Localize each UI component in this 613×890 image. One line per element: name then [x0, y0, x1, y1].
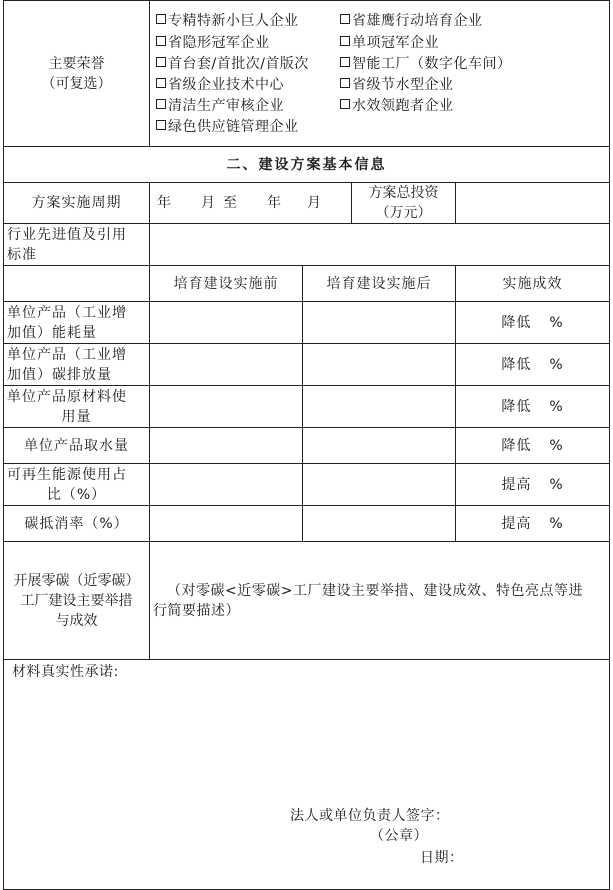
promise-cell[interactable] [4, 660, 610, 890]
checkbox-icon[interactable] [340, 36, 350, 46]
metric-row [4, 386, 610, 428]
promise-label: 材料真实性承诺: [12, 664, 119, 680]
metric-direction: 提高 [501, 515, 532, 532]
checkbox-icon[interactable] [156, 36, 166, 46]
period-end-year: 年 [267, 195, 281, 211]
checkbox-icon[interactable] [156, 57, 166, 67]
metric-label: 碳抵消率（%） [24, 515, 129, 532]
metric-row [4, 302, 610, 344]
honors-label: 主要荣誉 [48, 55, 105, 72]
metric-result-field[interactable] [456, 302, 610, 344]
period-value-field[interactable] [150, 183, 352, 224]
metric-direction: 降低 [501, 398, 532, 415]
honor-option-4[interactable] [340, 33, 439, 53]
honor-option-6[interactable] [340, 54, 512, 74]
checkbox-icon[interactable] [156, 78, 166, 88]
honor-option-label: 省隐形冠军企业 [168, 35, 270, 51]
period-start-month: 月至 [201, 195, 245, 211]
signature-label: 法人或单位负责人签字： [290, 808, 450, 824]
investment-label-cell [352, 183, 456, 224]
measures-label-end: 与成效 [55, 612, 98, 629]
metric-label-cont: 加值）能耗量 [7, 324, 97, 341]
metric-before-field[interactable] [150, 428, 303, 464]
metric-unit: % [549, 515, 564, 532]
metric-label-cell [4, 302, 150, 344]
metric-direction: 降低 [501, 356, 532, 373]
measures-label: 开展零碳（近零碳） [13, 572, 140, 589]
honor-option-5[interactable] [156, 54, 309, 74]
honor-option-7[interactable] [156, 75, 284, 95]
metric-after-field[interactable] [303, 386, 456, 428]
measures-label-cell [4, 542, 150, 660]
metric-after-field[interactable] [303, 344, 456, 386]
period-start-year: 年 [157, 195, 171, 211]
metric-label: 单位产品取水量 [24, 437, 129, 454]
metric-label: 可再生能源使用占 [7, 466, 127, 483]
honor-option-label: 省级节水型企业 [352, 77, 454, 93]
investment-value-field[interactable] [456, 183, 610, 224]
honor-option-label: 水效领跑者企业 [352, 98, 454, 114]
metric-result-field[interactable] [456, 344, 610, 386]
metric-label-cell [4, 386, 150, 428]
checkbox-icon[interactable] [340, 57, 350, 67]
metric-unit: % [549, 398, 564, 415]
measures-hint: （对零碳<近零碳>工厂建设主要举措、建设成效、特色亮点等进 [167, 582, 583, 599]
honor-option-8[interactable] [340, 75, 454, 95]
honor-option-10[interactable] [340, 96, 454, 116]
metric-before-field[interactable] [150, 464, 303, 506]
metrics-header-blank [4, 266, 150, 302]
checkbox-icon[interactable] [340, 78, 350, 88]
application-form-table [3, 0, 610, 890]
metric-label-cont: 用量 [61, 408, 92, 425]
industry-value-field[interactable] [150, 224, 610, 266]
metric-label-cell [4, 506, 150, 542]
metric-result-field[interactable] [456, 428, 610, 464]
honor-option-1[interactable] [156, 11, 299, 31]
metric-label-cont: 加值）碳排放量 [7, 366, 112, 383]
metric-before-field[interactable] [150, 506, 303, 542]
checkbox-icon[interactable] [156, 99, 166, 109]
investment-label: 方案总投资 [368, 185, 439, 201]
honor-option-label: 绿色供应链管理企业 [168, 119, 299, 135]
metric-unit: % [549, 314, 564, 331]
checkbox-icon[interactable] [340, 14, 350, 24]
honor-option-9[interactable] [156, 96, 284, 116]
metrics-header-after: 培育建设实施后 [303, 266, 456, 302]
period-label: 方案实施周期 [4, 183, 150, 224]
metric-label-cell [4, 464, 150, 506]
date-label: 日期： [420, 850, 464, 866]
metric-label-cont: 比（%） [46, 486, 107, 503]
honors-label-note: （可复选） [41, 75, 112, 92]
metric-row [4, 344, 610, 386]
honor-option-label: 首台套/首批次/首版次 [168, 56, 309, 72]
honors-row [4, 1, 610, 147]
honor-option-2[interactable] [340, 11, 483, 31]
metric-unit: % [549, 476, 564, 493]
honor-option-label: 省雄鹰行动培育企业 [352, 13, 483, 29]
metric-before-field[interactable] [150, 386, 303, 428]
metric-after-field[interactable] [303, 506, 456, 542]
promise-row [4, 660, 610, 890]
checkbox-icon[interactable] [156, 14, 166, 24]
honors-options [150, 1, 609, 146]
period-row [4, 183, 610, 224]
honors-options-cell [150, 1, 610, 147]
metric-after-field[interactable] [303, 428, 456, 464]
metric-direction: 降低 [501, 437, 532, 454]
investment-unit: （万元） [375, 205, 432, 221]
honor-option-label: 清洁生产审核企业 [168, 98, 284, 114]
industry-row [4, 224, 610, 266]
metrics-header-result: 实施成效 [456, 266, 610, 302]
honor-option-label: 省级企业技术中心 [168, 77, 284, 93]
metric-before-field[interactable] [150, 344, 303, 386]
metric-direction: 降低 [501, 314, 532, 331]
metric-before-field[interactable] [150, 302, 303, 344]
metric-row [4, 506, 610, 542]
metrics-header-before: 培育建设实施前 [150, 266, 303, 302]
metric-result-field[interactable] [456, 506, 610, 542]
honor-option-label: 智能工厂（数字化车间） [352, 56, 512, 72]
metric-result-field[interactable] [456, 464, 610, 506]
measures-label-cont: 工厂建设主要举措 [20, 592, 133, 609]
section-title: 二、建设方案基本信息 [4, 147, 610, 183]
honor-option-3[interactable] [156, 33, 270, 53]
industry-label: 行业先进值及引用 [7, 226, 127, 243]
honor-option-label: 单项冠军企业 [352, 35, 439, 51]
metric-label-cell [4, 428, 150, 464]
honor-option-11[interactable] [156, 117, 299, 137]
metric-label-cell [4, 344, 150, 386]
metric-label: 单位产品（工业增 [7, 346, 127, 363]
measures-row [4, 542, 610, 660]
metric-label: 单位产品（工业增 [7, 304, 127, 321]
honor-option-label: 专精特新小巨人企业 [168, 13, 299, 29]
seal-label: （公章） [370, 828, 428, 844]
metric-direction: 提高 [501, 476, 532, 493]
section-title-row [4, 147, 610, 183]
honors-label-cell [4, 1, 150, 147]
metric-after-field[interactable] [303, 302, 456, 344]
checkbox-icon[interactable] [340, 99, 350, 109]
checkbox-icon[interactable] [156, 120, 166, 130]
measures-description-field[interactable] [150, 542, 610, 660]
metric-row [4, 428, 610, 464]
metric-label: 单位产品原材料使 [7, 388, 127, 405]
period-end-month: 月 [307, 195, 321, 211]
metric-result-field[interactable] [456, 386, 610, 428]
industry-label-cell [4, 224, 150, 266]
metrics-header-row [4, 266, 610, 302]
measures-hint-cont: 行简要描述） [153, 602, 240, 619]
metric-unit: % [549, 437, 564, 454]
metric-row [4, 464, 610, 506]
metric-unit: % [549, 356, 564, 373]
metric-after-field[interactable] [303, 464, 456, 506]
industry-label-cont: 标准 [7, 246, 37, 263]
